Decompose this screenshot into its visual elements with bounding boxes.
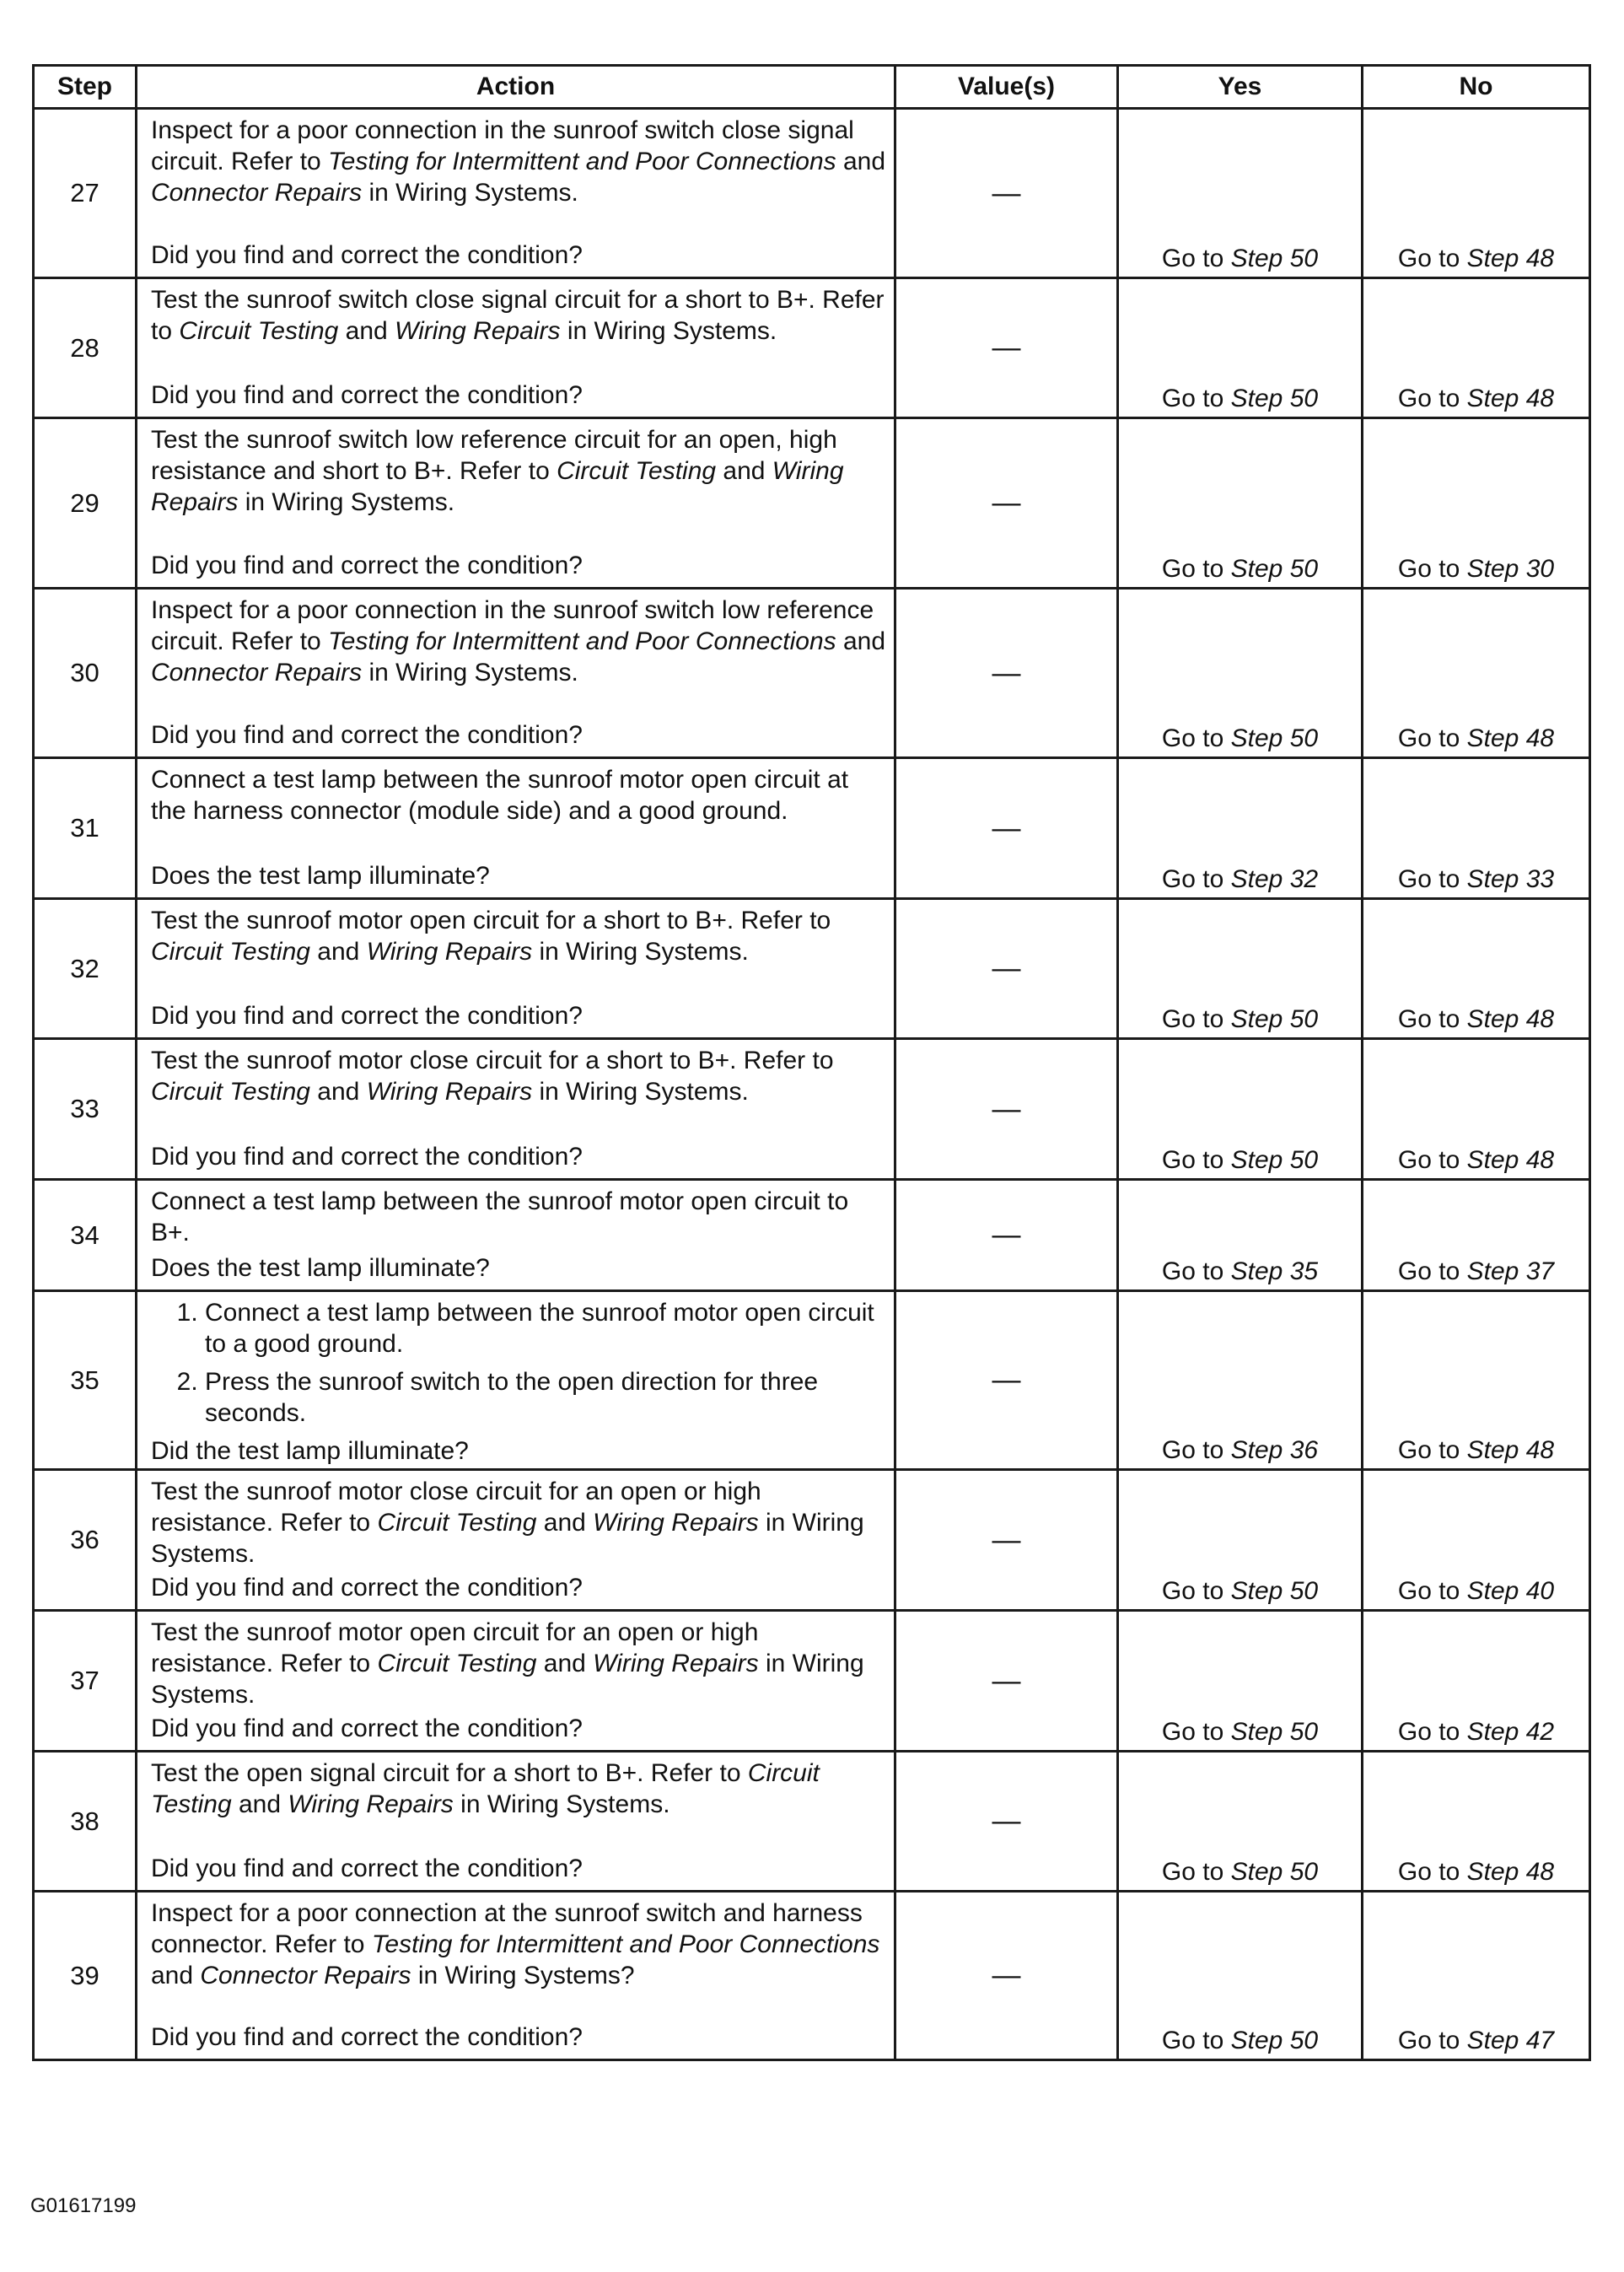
step-number: 31	[34, 758, 137, 899]
action-text-segment: and	[536, 1650, 594, 1677]
action-text-segment: and	[836, 148, 886, 175]
reference-link-text: Circuit Testing	[557, 457, 717, 485]
action-text-segment: in Wiring Systems.	[532, 1078, 749, 1106]
step-number: 39	[34, 1892, 137, 2060]
reference-link-text: Circuit Testing	[377, 1650, 537, 1677]
action-text	[151, 1758, 887, 1820]
action-text-segment: Test the sunroof motor open circuit for a short to B+. Refer to	[151, 907, 831, 934]
reference-link-text: Wiring Repairs	[366, 1078, 533, 1106]
goto-prefix: Go to	[1161, 1436, 1231, 1464]
table-row	[34, 758, 1590, 899]
action-question: Did you find and correct the condition?	[151, 1143, 583, 1171]
action-question: Did you find and correct the condition?	[151, 1574, 583, 1602]
yes-cell	[1118, 1039, 1363, 1180]
goto-prefix: Go to	[1397, 1146, 1467, 1174]
goto-prefix: Go to	[1161, 1718, 1231, 1746]
no-target-step: Step 40	[1466, 1577, 1555, 1605]
step-number: 34	[34, 1180, 137, 1291]
yes-cell	[1118, 418, 1363, 589]
table-row	[34, 1470, 1590, 1611]
table-row	[34, 1611, 1590, 1752]
diagnostic-table	[32, 64, 1591, 2061]
action-text-segment: Test the sunroof switch close signal circuit for a short to B+. Refer to	[151, 286, 885, 345]
no-target-step: Step 33	[1466, 865, 1555, 893]
no-cell	[1363, 589, 1590, 758]
reference-link-text: Wiring Repairs	[593, 1650, 759, 1677]
reference-link-text: Testing for Intermittent and Poor Connections	[371, 1930, 880, 1958]
reference-link-text: Wiring Repairs	[366, 938, 533, 966]
action-text-segment: in Wiring Systems.	[151, 1509, 864, 1568]
yes-cell	[1118, 1752, 1363, 1892]
value-cell: —	[895, 1611, 1118, 1752]
no-cell	[1363, 278, 1590, 418]
action-text-segment: and	[151, 1962, 201, 1989]
reference-link-text: Wiring Repairs	[395, 317, 561, 345]
figure-id: G01617199	[30, 2194, 137, 2217]
goto-prefix: Go to	[1397, 865, 1467, 893]
action-text	[151, 1898, 887, 1991]
yes-cell	[1118, 1892, 1363, 2060]
no-cell	[1363, 1039, 1590, 1180]
action-text-segment: Inspect for a poor connection at the sunroof switch and harness connector. Refer to	[151, 1899, 863, 1958]
no-cell	[1363, 1180, 1590, 1291]
yes-target-step: Step 35	[1230, 1257, 1319, 1285]
goto-prefix: Go to	[1161, 1858, 1231, 1886]
no-cell	[1363, 1611, 1590, 1752]
no-target-step: Step 48	[1466, 1858, 1555, 1886]
value-cell: —	[895, 1752, 1118, 1892]
action-text-segment: Test the sunroof motor open circuit for an open or high resistance. Refer to	[151, 1618, 759, 1677]
action-cell	[137, 589, 895, 758]
action-text-segment: in Wiring Systems.	[151, 1650, 864, 1709]
step-number: 27	[34, 109, 137, 278]
no-cell	[1363, 1892, 1590, 2060]
action-text-segment: Inspect for a poor connection in the sunroof switch close signal circuit. Refer to	[151, 116, 854, 175]
goto-prefix: Go to	[1161, 865, 1231, 893]
action-text-segment: Test the sunroof motor close circuit for an open or high resistance. Refer to	[151, 1478, 761, 1537]
action-text-segment: and	[716, 457, 772, 485]
step-number: 29	[34, 418, 137, 589]
action-question: Did you find and correct the condition?	[151, 241, 583, 269]
list-item: 2. Press the sunroof switch to the open direction for three seconds.	[205, 1366, 887, 1429]
step-number: 32	[34, 899, 137, 1039]
header-step: Step	[34, 66, 137, 109]
action-text-segment: and	[309, 938, 367, 966]
action-cell	[137, 1611, 895, 1752]
action-text	[151, 905, 887, 967]
step-number: 37	[34, 1611, 137, 1752]
action-question: Does the test lamp illuminate?	[151, 862, 490, 890]
no-target-step: Step 48	[1466, 385, 1555, 412]
yes-target-step: Step 50	[1230, 724, 1319, 752]
no-target-step: Step 48	[1466, 1005, 1555, 1033]
yes-target-step: Step 50	[1230, 1005, 1319, 1033]
yes-target-step: Step 50	[1230, 1146, 1319, 1174]
action-text-segment: in Wiring Systems.	[560, 317, 777, 345]
goto-prefix: Go to	[1397, 555, 1467, 583]
reference-link-text: Circuit Testing	[151, 938, 310, 966]
value-cell: —	[895, 899, 1118, 1039]
table-row	[34, 1180, 1590, 1291]
action-text-segment: Connect a test lamp between the sunroof motor open circuit to B+.	[151, 1187, 849, 1246]
yes-target-step: Step 50	[1230, 1858, 1319, 1886]
yes-cell	[1118, 1180, 1363, 1291]
header-no: No	[1363, 66, 1590, 109]
action-cell	[137, 899, 895, 1039]
action-cell	[137, 278, 895, 418]
goto-prefix: Go to	[1397, 1858, 1467, 1886]
goto-prefix: Go to	[1397, 724, 1467, 752]
yes-cell	[1118, 899, 1363, 1039]
action-question: Did you find and correct the condition?	[151, 1715, 583, 1742]
yes-target-step: Step 50	[1230, 2027, 1319, 2054]
value-cell: —	[895, 109, 1118, 278]
goto-prefix: Go to	[1161, 385, 1231, 412]
yes-cell	[1118, 278, 1363, 418]
action-text-segment: Test the sunroof switch low reference circuit for an open, high resistance and short to B+. Refer to	[151, 426, 837, 485]
step-number: 30	[34, 589, 137, 758]
header-row	[34, 66, 1590, 109]
no-cell	[1363, 1291, 1590, 1470]
table-row	[34, 418, 1590, 589]
table-row	[34, 278, 1590, 418]
no-cell	[1363, 418, 1590, 589]
action-text-segment: and	[338, 317, 395, 345]
action-text	[151, 764, 887, 826]
action-text-segment: Test the sunroof motor close circuit for a short to B+. Refer to	[151, 1047, 834, 1074]
yes-cell	[1118, 758, 1363, 899]
action-text	[151, 1617, 887, 1710]
value-cell: —	[895, 1291, 1118, 1470]
no-target-step: Step 48	[1466, 1146, 1555, 1174]
goto-prefix: Go to	[1161, 2027, 1231, 2054]
yes-cell	[1118, 109, 1363, 278]
yes-cell	[1118, 1470, 1363, 1611]
reference-link-text: Circuit Testing	[377, 1509, 537, 1537]
action-cell	[137, 1752, 895, 1892]
yes-target-step: Step 50	[1230, 1577, 1319, 1605]
table-row	[34, 1039, 1590, 1180]
yes-cell	[1118, 1611, 1363, 1752]
yes-target-step: Step 32	[1230, 865, 1319, 893]
goto-prefix: Go to	[1161, 724, 1231, 752]
value-cell: —	[895, 758, 1118, 899]
goto-prefix: Go to	[1161, 1257, 1231, 1285]
reference-link-text: Connector Repairs	[151, 179, 363, 207]
reference-link-text: Wiring Repairs	[288, 1790, 454, 1818]
value-cell: —	[895, 1180, 1118, 1291]
action-text	[151, 284, 887, 347]
step-number: 33	[34, 1039, 137, 1180]
action-question: Did the test lamp illuminate?	[151, 1437, 469, 1465]
step-number: 36	[34, 1470, 137, 1611]
table-body	[34, 109, 1590, 2060]
action-text	[151, 115, 887, 208]
reference-link-text: Wiring Repairs	[151, 457, 844, 516]
goto-prefix: Go to	[1397, 1436, 1467, 1464]
action-question: Did you find and correct the condition?	[151, 1002, 583, 1030]
no-target-step: Step 30	[1466, 555, 1555, 583]
table-row	[34, 1892, 1590, 2060]
goto-prefix: Go to	[1161, 1005, 1231, 1033]
yes-target-step: Step 50	[1230, 385, 1319, 412]
value-cell: —	[895, 1892, 1118, 2060]
table-row	[34, 109, 1590, 278]
action-question: Did you find and correct the condition?	[151, 721, 583, 749]
step-number: 38	[34, 1752, 137, 1892]
table-row	[34, 1291, 1590, 1470]
table-row	[34, 589, 1590, 758]
action-question: Does the test lamp illuminate?	[151, 1254, 490, 1282]
yes-target-step: Step 50	[1230, 245, 1319, 272]
reference-link-text: Connector Repairs	[151, 659, 363, 686]
step-number: 28	[34, 278, 137, 418]
goto-prefix: Go to	[1161, 555, 1231, 583]
reference-link-text: Circuit Testing	[179, 317, 339, 345]
action-text-segment: Test the open signal circuit for a short to B+. Refer to	[151, 1759, 748, 1787]
value-cell: —	[895, 1470, 1118, 1611]
value-cell: —	[895, 278, 1118, 418]
action-cell	[137, 758, 895, 899]
action-text-segment: in Wiring Systems.	[532, 938, 749, 966]
action-text-segment: and	[536, 1509, 594, 1537]
action-cell	[137, 1470, 895, 1611]
yes-target-step: Step 50	[1230, 1718, 1319, 1746]
reference-link-text: Testing for Intermittent and Poor Connections	[328, 627, 836, 655]
value-cell: —	[895, 418, 1118, 589]
action-question: Did you find and correct the condition?	[151, 381, 583, 409]
action-cell	[137, 1039, 895, 1180]
goto-prefix: Go to	[1397, 385, 1467, 412]
action-text-segment: in Wiring Systems.	[362, 179, 578, 207]
no-target-step: Step 47	[1466, 2027, 1555, 2054]
action-cell	[137, 1892, 895, 2060]
action-steps-list	[151, 1297, 887, 1435]
no-target-step: Step 48	[1466, 1436, 1555, 1464]
action-text-segment: in Wiring Systems.	[362, 659, 578, 686]
no-cell	[1363, 1470, 1590, 1611]
no-target-step: Step 37	[1466, 1257, 1555, 1285]
header-values: Value(s)	[895, 66, 1118, 109]
goto-prefix: Go to	[1397, 2027, 1467, 2054]
no-target-step: Step 48	[1466, 245, 1555, 272]
yes-cell	[1118, 589, 1363, 758]
action-cell	[137, 1291, 895, 1470]
action-text	[151, 1476, 887, 1569]
action-question: Did you find and correct the condition?	[151, 552, 583, 579]
table-row	[34, 899, 1590, 1039]
step-number: 35	[34, 1291, 137, 1470]
reference-link-text: Circuit Testing	[151, 1759, 820, 1818]
action-cell	[137, 109, 895, 278]
no-cell	[1363, 1752, 1590, 1892]
value-cell: —	[895, 1039, 1118, 1180]
reference-link-text: Wiring Repairs	[593, 1509, 759, 1537]
yes-target-step: Step 50	[1230, 555, 1319, 583]
action-text	[151, 595, 887, 688]
goto-prefix: Go to	[1397, 1577, 1467, 1605]
no-target-step: Step 42	[1466, 1718, 1555, 1746]
no-cell	[1363, 899, 1590, 1039]
action-text-segment: and	[836, 627, 886, 655]
action-text-segment: Connect a test lamp between the sunroof motor open circuit at the harness connector (module side) and a good ground.	[151, 766, 849, 825]
action-text	[151, 1186, 887, 1248]
action-question: Did you find and correct the condition?	[151, 1855, 583, 1882]
goto-prefix: Go to	[1397, 1257, 1467, 1285]
goto-prefix: Go to	[1161, 1577, 1231, 1605]
no-cell	[1363, 109, 1590, 278]
header-yes: Yes	[1118, 66, 1363, 109]
action-cell	[137, 1180, 895, 1291]
reference-link-text: Testing for Intermittent and Poor Connections	[328, 148, 836, 175]
action-text	[151, 424, 887, 518]
reference-link-text: Circuit Testing	[151, 1078, 310, 1106]
action-text-segment: Inspect for a poor connection in the sunroof switch low reference circuit. Refer to	[151, 596, 874, 655]
action-cell	[137, 418, 895, 589]
value-cell: —	[895, 589, 1118, 758]
list-item: 1. Connect a test lamp between the sunroof motor open circuit to a good ground.	[205, 1297, 887, 1359]
action-question: Did you find and correct the condition?	[151, 2023, 583, 2051]
reference-link-text: Connector Repairs	[200, 1962, 411, 1989]
action-text-segment: in Wiring Systems.	[238, 488, 455, 516]
yes-target-step: Step 36	[1230, 1436, 1319, 1464]
table-row	[34, 1752, 1590, 1892]
no-cell	[1363, 758, 1590, 899]
action-text	[151, 1045, 887, 1107]
goto-prefix: Go to	[1161, 1146, 1231, 1174]
yes-cell	[1118, 1291, 1363, 1470]
action-text-segment: and	[309, 1078, 367, 1106]
goto-prefix: Go to	[1161, 245, 1231, 272]
goto-prefix: Go to	[1397, 1005, 1467, 1033]
action-text-segment: in Wiring Systems.	[453, 1790, 670, 1818]
no-target-step: Step 48	[1466, 724, 1555, 752]
goto-prefix: Go to	[1397, 1718, 1467, 1746]
header-action: Action	[137, 66, 895, 109]
goto-prefix: Go to	[1397, 245, 1467, 272]
action-text-segment: in Wiring Systems?	[411, 1962, 635, 1989]
action-text-segment: and	[231, 1790, 288, 1818]
